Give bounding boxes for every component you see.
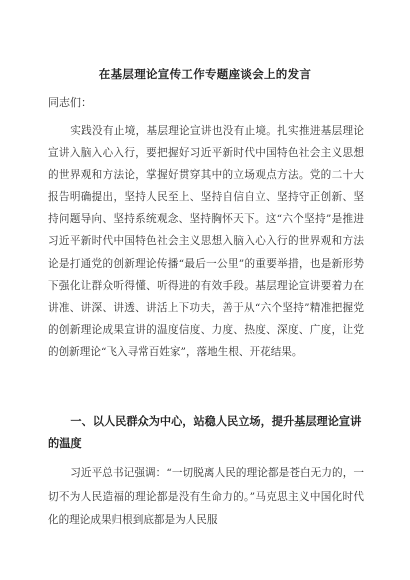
body-paragraph: 实践没有止境，基层理论宣讲也没有止境。扎实推进基层理论宣讲入脑入心入行，要把握好习近平新时代中国特色社会主义思想的世界观和方法论，掌握好贯穿其中的立场观点方法。党的二十大报告明确提出，坚持人民至上、坚持自信自立、坚持守正创新、坚持问题导向、坚持系统观念、坚持胸怀天下。这“六个坚持”是推进习近平新时代中国特色社会主义思想入脑入心入行的世界观和方法论是打通党的创新理论传播“最后一公里”的重要举措，也是新形势下强化让群众听得懂、听得进的有效手段。基层理论宣讲要着力在讲准、讲深、讲透、讲活上下功夫，善于从“六个坚持”精准把握党的创新理论成果宣讲的温度信度、力度、热度、深度、广度，让党的创新理论“飞入寻常百姓家”，落地生根、开花结果。 (48, 125, 364, 358)
section-paragraph: 习近平总书记强调：“一切脱离人民的理论都是苍白无力的，一切不为人民造福的理论都是没有生命力的。”马克思主义中国化时代化的理论成果归根到底都是为人民服 (48, 467, 364, 526)
section-heading: 一、以人民群众为中心，站稳人民立场，提升基层理论宣讲的温度 (48, 415, 362, 450)
salutation: 同志们： (48, 96, 92, 109)
document-title: 在基层理论宣传工作专题座谈会上的发言 (98, 67, 312, 81)
